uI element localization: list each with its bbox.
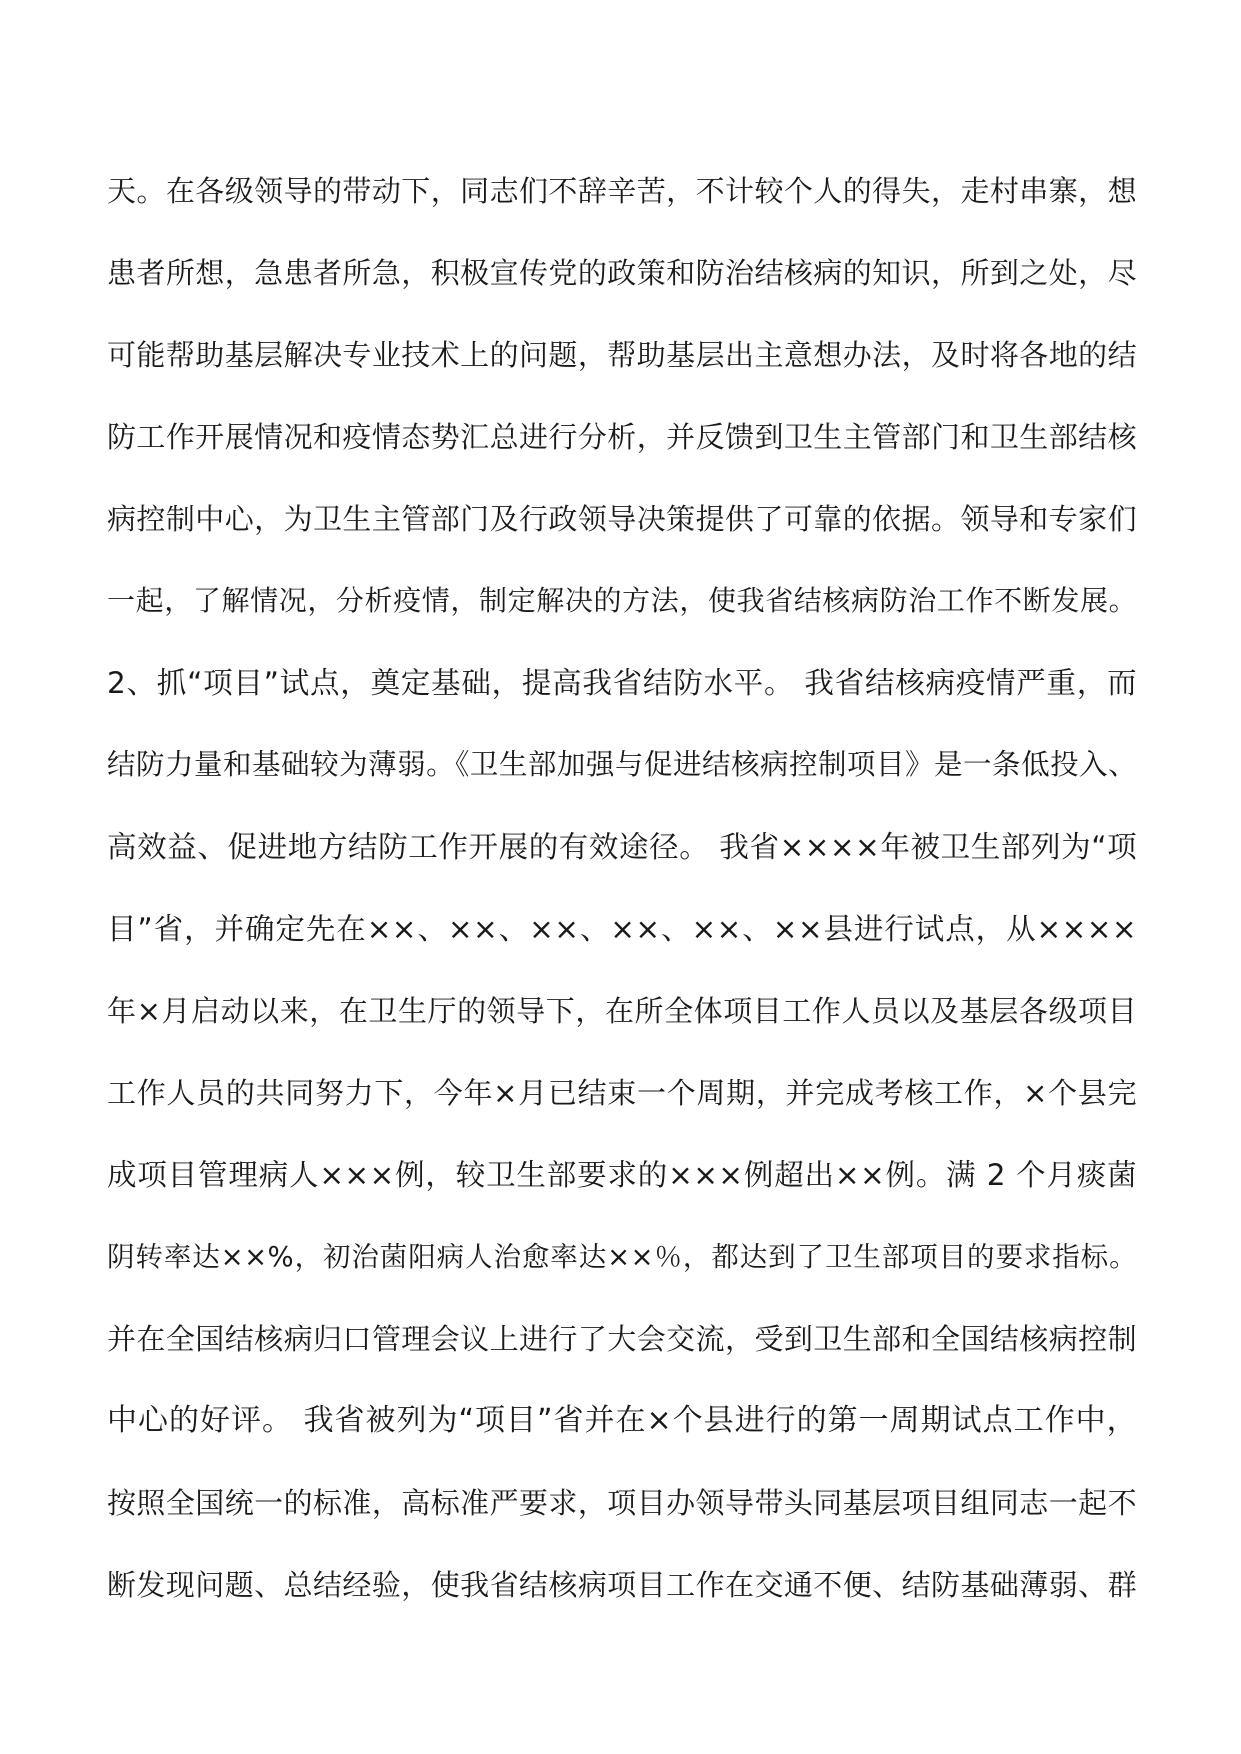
text-line: 病控制中心，为卫生主管部门及行政领导决策提供了可靠的依据。领导和专家们 [107,502,1137,536]
text-line: 一起，了解情况，分析疫情，制定解决的方法，使我省结核病防治工作不断发展。 [107,584,1137,617]
text-line: 高效益、促进地方结防工作开展的有效途径。 我省××××年被卫生部列为“项 [107,830,1137,864]
text-line: 天。在各级领导的带动下，同志们不辞辛苦，不计较个人的得失，走村串寨，想 [107,174,1137,208]
text-line: 防工作开展情况和疫情态势汇总进行分析，并反馈到卫生主管部门和卫生部结核 [107,420,1137,454]
text-line: 工作人员的共同努力下，今年×月已结束一个周期，并完成考核工作，×个县完 [107,1076,1137,1110]
text-line: 2、抓“项目”试点，奠定基础，提高我省结防水平。 我省结核病疫情严重，而 [107,666,1137,700]
text-line: 阴转率达××%，初治菌阳病人治愈率达××％，都达到了卫生部项目的要求指标。 [107,1241,1137,1273]
text-line: 目”省，并确定先在××、××、××、××、××、××县进行试点，从×××× [107,912,1137,946]
text-line: 患者所想，急患者所急，积极宣传党的政策和防治结核病的知识，所到之处，尽 [107,256,1137,290]
body-text [107,160,1137,1636]
text-line: 断发现问题、总结经验，使我省结核病项目工作在交通不便、结防基础薄弱、群 [107,1568,1137,1602]
text-line: 成项目管理病人×××例，较卫生部要求的×××例超出××例。满 2 个月痰菌 [107,1158,1137,1192]
text-line: 可能帮助基层解决专业技术上的问题，帮助基层出主意想办法，及时将各地的结 [107,338,1137,372]
text-line: 结防力量和基础较为薄弱。《卫生部加强与促进结核病控制项目》是一条低投入、 [107,748,1137,781]
text-line: 按照全国统一的标准，高标准严要求，项目办领导带头同基层项目组同志一起不 [107,1486,1137,1520]
text-line: 并在全国结核病归口管理会议上进行了大会交流，受到卫生部和全国结核病控制 [107,1322,1137,1356]
text-line: 年×月启动以来，在卫生厅的领导下，在所全体项目工作人员以及基层各级项目 [107,994,1137,1028]
text-line: 中心的好评。 我省被列为“项目”省并在×个县进行的第一周期试点工作中， [107,1403,1137,1438]
